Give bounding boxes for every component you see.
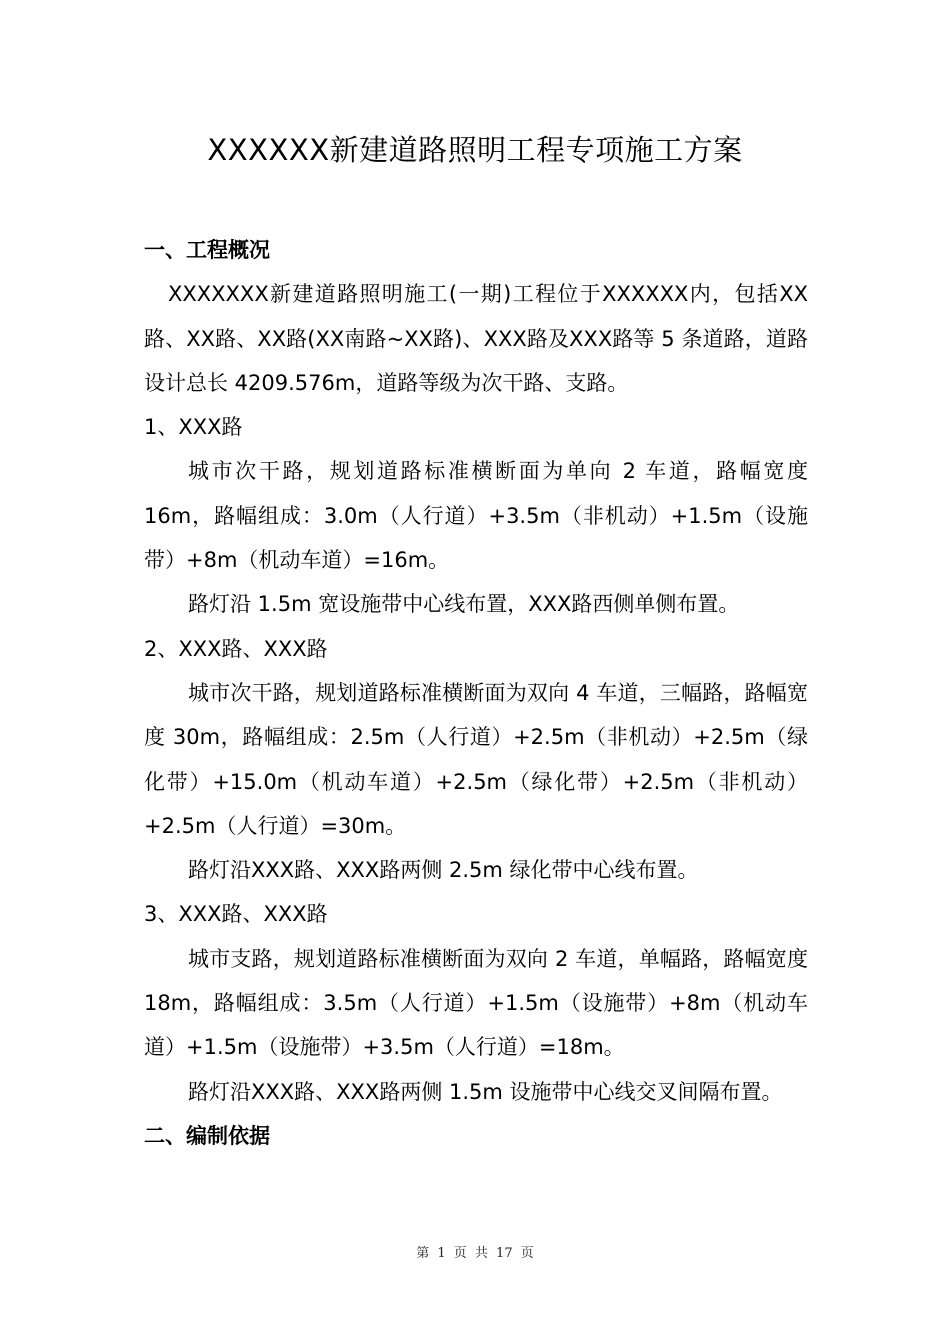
road2-lighting-paragraph: 路灯沿XXX路、XXX路两侧 2.5m 绿化带中心线布置。 bbox=[188, 858, 699, 883]
page-footer: 第 1 页 共 17 页 bbox=[416, 1246, 534, 1261]
road2-heading: 2、XXX路、XXX路 bbox=[144, 636, 328, 661]
road1-cross-section-paragraph: 城市次干路，规划道路标准横断面为单向 2 车道，路幅宽度 16m，路幅组成：3.0m（人行道）+3.5m（非机动）+1.5m（设施带）+8m（机动车道）=16m。 bbox=[144, 459, 808, 573]
road1-lighting-paragraph: 路灯沿 1.5m 宽设施带中心线布置，XXX路西侧单侧布置。 bbox=[188, 592, 740, 617]
road3-cross-section-paragraph: 城市支路，规划道路标准横断面为双向 2 车道，单幅路，路幅宽度 18m，路幅组成：3.5m（人行道）+1.5m（设施带）+8m（机动车道）+1.5m（设施带）+3.5m（人行道）=18m。 bbox=[144, 946, 808, 1060]
section-heading-basis: 二、编制依据 bbox=[144, 1123, 270, 1148]
road3-heading: 3、XXX路、XXX路 bbox=[144, 902, 328, 927]
road1-heading: 1、XXX路 bbox=[144, 415, 243, 440]
road2-cross-section-paragraph: 城市次干路，规划道路标准横断面为双向 4 车道，三幅路，路幅宽度 30m，路幅组成：2.5m（人行道）+2.5m（非机动）+2.5m（绿化带）+15.0m（机动车道）+2.5m（绿化带）+2.5m（非机动）+2.5m（人行道）=30m。 bbox=[144, 680, 808, 838]
section-heading-overview: 一、工程概况 bbox=[144, 238, 270, 262]
document-body bbox=[144, 228, 808, 1158]
road3-lighting-paragraph: 路灯沿XXX路、XXX路两侧 1.5m 设施带中心线交叉间隔布置。 bbox=[188, 1079, 783, 1104]
document-title: XXXXXX新建道路照明工程专项施工方案 bbox=[207, 133, 743, 167]
overview-paragraph: XXXXXXX新建道路照明施工(一期)工程位于XXXXXX内，包括XX路、XX路、XX路(XX南路~XX路)、XXX路及XXX路等 5 条道路，道路设计总长 4209.576m，道路等级为次干路、支路。 bbox=[144, 282, 808, 395]
